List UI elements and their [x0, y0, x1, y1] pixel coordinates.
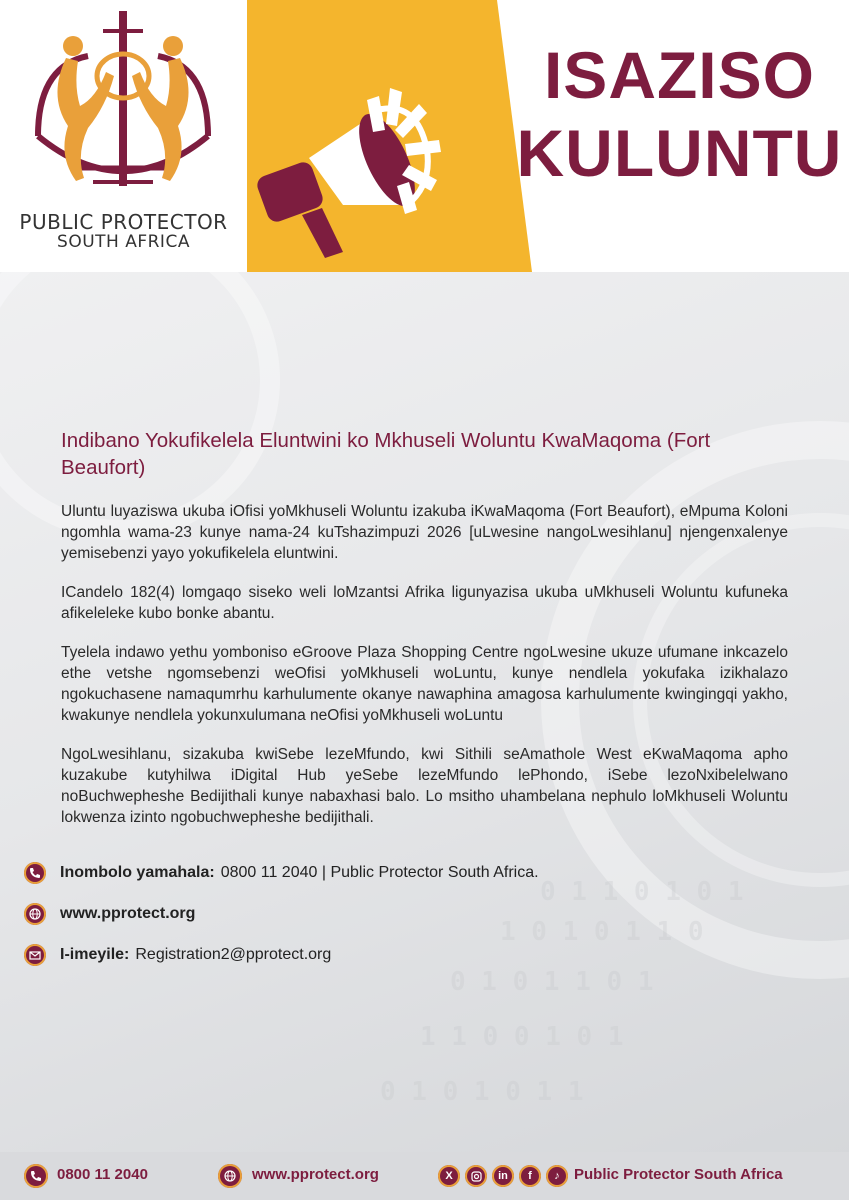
- logo-line-2: SOUTH AFRICA: [57, 232, 190, 252]
- email-value[interactable]: Registration2@pprotect.org: [135, 946, 332, 963]
- paragraph-intro: Uluntu luyaziswa ukuba iOfisi yoMkhuseli Woluntu izakuba iKwaMaqoma (Fort Beaufort), eMpuma Koloni ngomhla wama-23 kunye nama-24 kuTshazimpuzi 2026 [uLwesine nangoLwesihlanu] njengenxalenye yemisebenzi yayo yokufikelela eluntwini.: [61, 503, 788, 562]
- contact-website: [24, 903, 824, 925]
- phone-value: 0800 11 2040 | Public Protector South Africa.: [220, 864, 539, 881]
- footer-org-name: Public Protector South Africa: [574, 1166, 783, 1183]
- notice-banner: [247, 0, 849, 272]
- header: [0, 0, 849, 272]
- footer: [0, 1152, 849, 1200]
- public-protector-emblem-icon: [18, 6, 228, 206]
- notice-heading: Indibano Yokufikelela Eluntwini ko Mkhuseli Woluntu KwaMaqoma (Fort Beaufort): [61, 429, 711, 479]
- svg-text:0 1 1 0 1 0 1: 0 1 1 0 1 0 1: [540, 877, 744, 907]
- notice-content: [61, 427, 788, 846]
- x-icon[interactable]: X: [438, 1165, 460, 1187]
- facebook-icon[interactable]: f: [519, 1165, 541, 1187]
- logo-line-1: PUBLIC PROTECTOR: [19, 210, 228, 234]
- paragraph-exhibition: Tyelela indawo yethu yomboniso eGroove Plaza Shopping Centre ngoLwesine ukuze ufumane inkcazelo ethe vetshe ngomsebenzi weOfisi yoMkhuseli woLuntu, kunye nendlela yokufaka izikhalazo ngokuchasene namaqumrhu karhulumente okanye nawaphina amagosa karhulumente kwingingqi yakho, kwakunye nendlela yokunxulumana neOfisi yoMkhuseli woLuntu: [61, 644, 788, 724]
- website-link[interactable]: www.pprotect.org: [60, 905, 196, 922]
- footer-website[interactable]: www.pprotect.org: [252, 1166, 379, 1183]
- linkedin-icon[interactable]: in: [492, 1165, 514, 1187]
- instagram-icon[interactable]: [465, 1165, 487, 1187]
- banner-title-line-2: KULUNTU: [516, 116, 843, 190]
- paragraph-section-182: ICandelo 182(4) lomgaqo siseko weli loMzantsi Afrika ligunyazisa ukuba uMkhuseli Woluntu kufuneka afikeleleke kubo bonke abantu.: [61, 584, 788, 622]
- contact-phone: [24, 862, 824, 884]
- globe-icon: [24, 903, 46, 925]
- phone-icon: [24, 862, 46, 884]
- tiktok-icon[interactable]: ♪: [546, 1165, 568, 1187]
- mail-icon: [24, 944, 46, 966]
- contact-list: [24, 862, 824, 985]
- email-label: I-imeyile:: [60, 946, 130, 963]
- logo: [0, 0, 247, 272]
- footer-phone: 0800 11 2040: [57, 1166, 148, 1183]
- svg-text:1 0 1 0 1 1 0: 1 0 1 0 1 1 0: [500, 917, 704, 947]
- footer-phone-icon: [24, 1164, 48, 1188]
- contact-email: [24, 944, 824, 966]
- phone-label: Inombolo yamahala:: [60, 864, 215, 881]
- svg-text:1 1 0 0 1 0 1: 1 1 0 0 1 0 1: [420, 1022, 624, 1052]
- banner-title-line-1: ISAZISO: [543, 38, 816, 112]
- svg-text:0 1 0 1 1 0 1: 0 1 0 1 1 0 1: [450, 967, 654, 997]
- paragraph-digital-hub: NgoLwesihlanu, sizakuba kwiSebe lezeMfundo, kwi Sithili seAmathole West eKwaMaqoma apho kuzakube kutyhilwa iDigital Hub yeSebe lezeMfundo lePhondo, iSebe lezoNxibelelwano noBuchwepheshe Bedijithali kunye nabaxhasi balo. Lo msitho uhambelana nephulo loMkhuseli Woluntu lokwenza izinto ngobuchwepheshe bedijithali.: [61, 746, 788, 826]
- footer-globe-icon: [218, 1164, 242, 1188]
- svg-text:0 1 0 1 0 1 1: 0 1 0 1 0 1 1: [380, 1077, 584, 1107]
